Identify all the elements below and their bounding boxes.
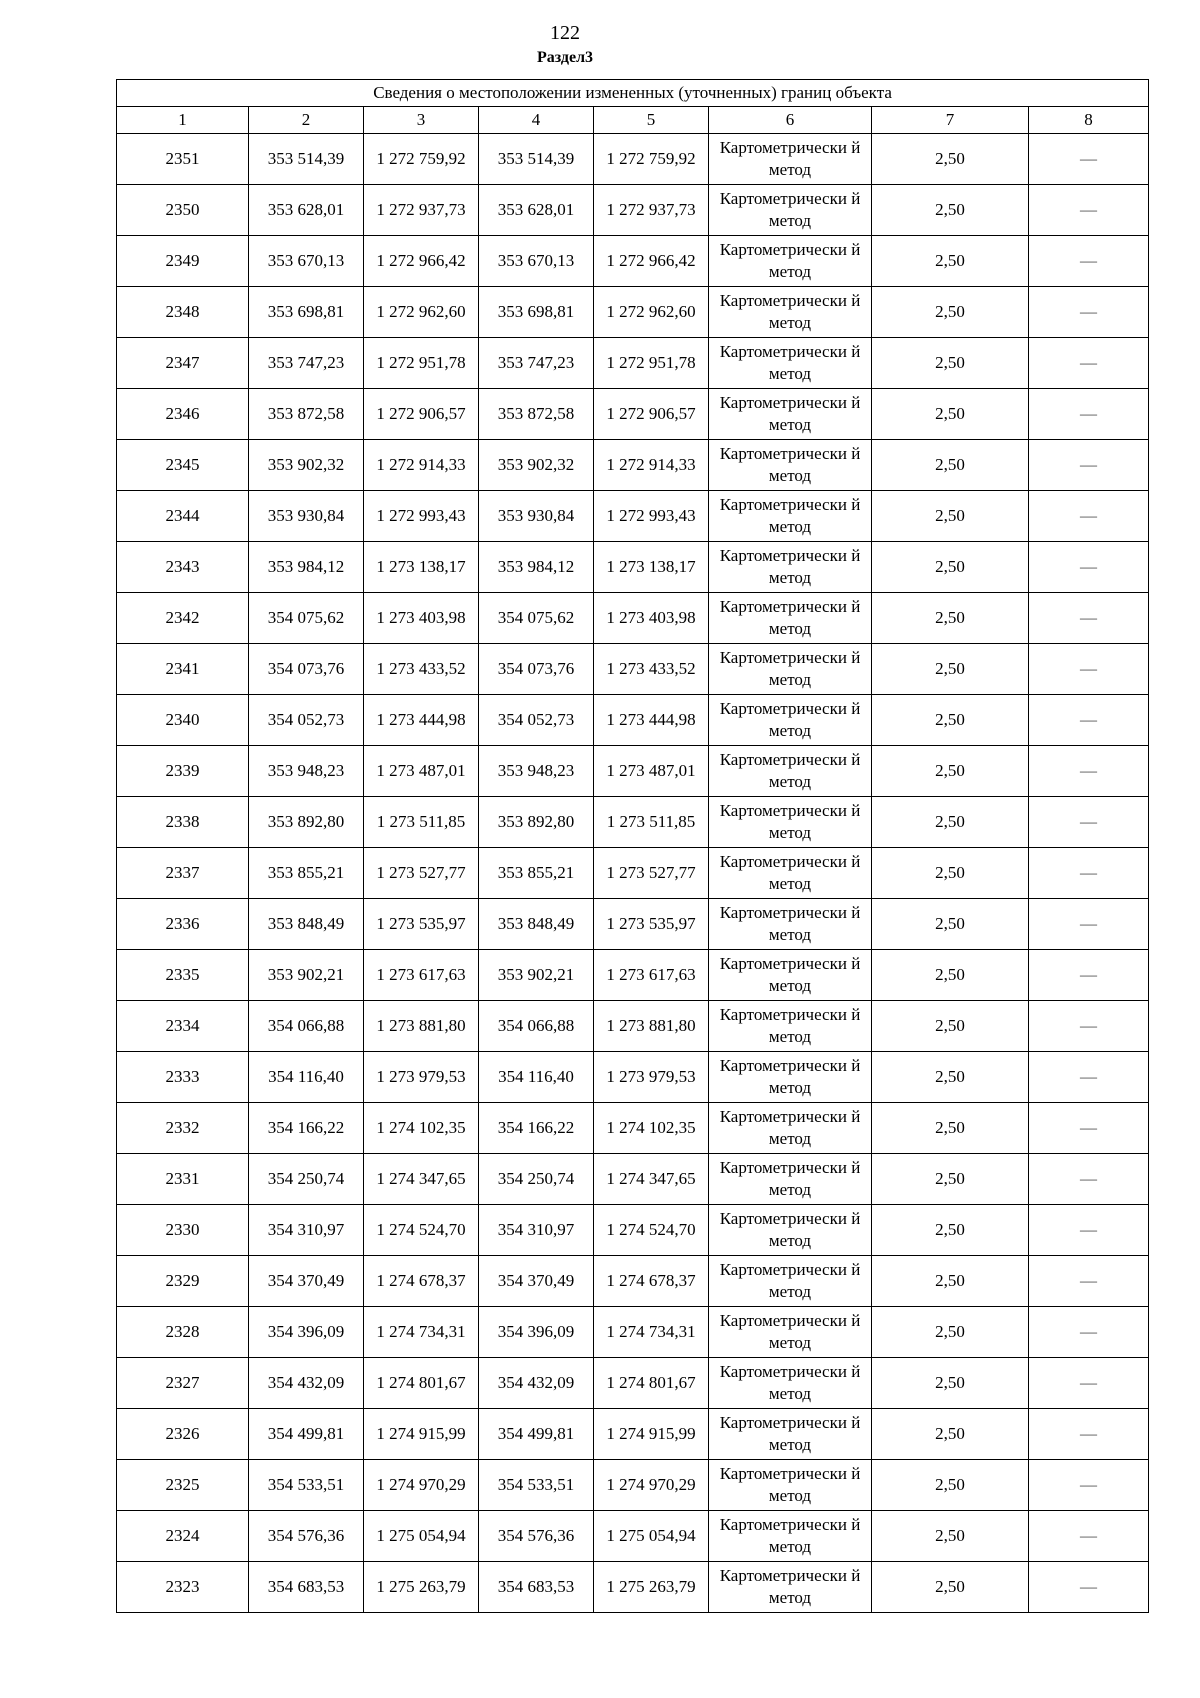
table-row — [117, 1562, 1149, 1613]
cell-c6: Картометрически й метод — [709, 695, 872, 746]
cell-c8: — — [1029, 1409, 1149, 1460]
table-row — [117, 1409, 1149, 1460]
cell-c1: 2339 — [117, 746, 249, 797]
cell-c4: 354 166,22 — [479, 1103, 594, 1154]
cell-c3: 1 273 881,80 — [364, 1001, 479, 1052]
cell-c5: 1 272 759,92 — [594, 134, 709, 185]
cell-c3: 1 273 444,98 — [364, 695, 479, 746]
cell-c8: — — [1029, 287, 1149, 338]
cell-c1: 2333 — [117, 1052, 249, 1103]
cell-c1: 2323 — [117, 1562, 249, 1613]
cell-c5: 1 273 433,52 — [594, 644, 709, 695]
cell-c2: 353 984,12 — [249, 542, 364, 593]
cell-c1: 2330 — [117, 1205, 249, 1256]
cell-c4: 354 073,76 — [479, 644, 594, 695]
cell-c2: 353 892,80 — [249, 797, 364, 848]
cell-c5: 1 274 915,99 — [594, 1409, 709, 1460]
cell-c6: Картометрически й метод — [709, 134, 872, 185]
cell-c2: 353 902,32 — [249, 440, 364, 491]
cell-c1: 2326 — [117, 1409, 249, 1460]
cell-c1: 2325 — [117, 1460, 249, 1511]
cell-c4: 354 432,09 — [479, 1358, 594, 1409]
cell-c3: 1 273 433,52 — [364, 644, 479, 695]
cell-c8: — — [1029, 491, 1149, 542]
cell-c2: 353 930,84 — [249, 491, 364, 542]
cell-c2: 354 683,53 — [249, 1562, 364, 1613]
cell-c7: 2,50 — [872, 185, 1029, 236]
cell-c2: 354 066,88 — [249, 1001, 364, 1052]
cell-c7: 2,50 — [872, 1460, 1029, 1511]
cell-c4: 354 683,53 — [479, 1562, 594, 1613]
cell-c5: 1 273 511,85 — [594, 797, 709, 848]
column-number: 6 — [709, 107, 872, 134]
cell-c6: Картометрически й метод — [709, 542, 872, 593]
cell-c7: 2,50 — [872, 1307, 1029, 1358]
cell-c7: 2,50 — [872, 950, 1029, 1001]
cell-c1: 2337 — [117, 848, 249, 899]
cell-c3: 1 274 347,65 — [364, 1154, 479, 1205]
cell-c2: 354 052,73 — [249, 695, 364, 746]
cell-c7: 2,50 — [872, 848, 1029, 899]
table-row — [117, 593, 1149, 644]
cell-c2: 354 250,74 — [249, 1154, 364, 1205]
cell-c4: 354 116,40 — [479, 1052, 594, 1103]
cell-c4: 354 250,74 — [479, 1154, 594, 1205]
cell-c4: 353 892,80 — [479, 797, 594, 848]
cell-c1: 2349 — [117, 236, 249, 287]
table-row — [117, 1052, 1149, 1103]
cell-c3: 1 273 138,17 — [364, 542, 479, 593]
cell-c1: 2351 — [117, 134, 249, 185]
cell-c5: 1 275 263,79 — [594, 1562, 709, 1613]
cell-c5: 1 272 966,42 — [594, 236, 709, 287]
cell-c6: Картометрически й метод — [709, 1562, 872, 1613]
cell-c7: 2,50 — [872, 1103, 1029, 1154]
cell-c2: 354 576,36 — [249, 1511, 364, 1562]
cell-c7: 2,50 — [872, 236, 1029, 287]
cell-c4: 353 698,81 — [479, 287, 594, 338]
cell-c8: — — [1029, 1052, 1149, 1103]
table-row — [117, 746, 1149, 797]
table-row — [117, 338, 1149, 389]
table-row — [117, 185, 1149, 236]
cell-c5: 1 274 102,35 — [594, 1103, 709, 1154]
table-row — [117, 695, 1149, 746]
cell-c3: 1 272 937,73 — [364, 185, 479, 236]
cell-c6: Картометрически й метод — [709, 1205, 872, 1256]
table-row — [117, 134, 1149, 185]
cell-c7: 2,50 — [872, 899, 1029, 950]
cell-c8: — — [1029, 1307, 1149, 1358]
cell-c2: 354 432,09 — [249, 1358, 364, 1409]
cell-c4: 353 902,21 — [479, 950, 594, 1001]
cell-c1: 2331 — [117, 1154, 249, 1205]
cell-c8: — — [1029, 950, 1149, 1001]
cell-c7: 2,50 — [872, 389, 1029, 440]
cell-c5: 1 274 801,67 — [594, 1358, 709, 1409]
cell-c5: 1 273 138,17 — [594, 542, 709, 593]
cell-c6: Картометрически й метод — [709, 1256, 872, 1307]
cell-c6: Картометрически й метод — [709, 236, 872, 287]
cell-c7: 2,50 — [872, 1205, 1029, 1256]
cell-c6: Картометрически й метод — [709, 491, 872, 542]
cell-c7: 2,50 — [872, 1001, 1029, 1052]
cell-c3: 1 273 617,63 — [364, 950, 479, 1001]
cell-c2: 354 166,22 — [249, 1103, 364, 1154]
column-number-row — [117, 107, 1149, 134]
cell-c6: Картометрически й метод — [709, 1409, 872, 1460]
table-row — [117, 1103, 1149, 1154]
cell-c4: 353 930,84 — [479, 491, 594, 542]
cell-c6: Картометрически й метод — [709, 848, 872, 899]
cell-c2: 353 698,81 — [249, 287, 364, 338]
cell-c6: Картометрически й метод — [709, 1358, 872, 1409]
cell-c8: — — [1029, 1460, 1149, 1511]
column-number: 7 — [872, 107, 1029, 134]
cell-c3: 1 272 966,42 — [364, 236, 479, 287]
cell-c8: — — [1029, 746, 1149, 797]
table-row — [117, 848, 1149, 899]
cell-c4: 353 747,23 — [479, 338, 594, 389]
table-row — [117, 950, 1149, 1001]
cell-c5: 1 273 617,63 — [594, 950, 709, 1001]
cell-c4: 354 066,88 — [479, 1001, 594, 1052]
cell-c7: 2,50 — [872, 1358, 1029, 1409]
cell-c1: 2350 — [117, 185, 249, 236]
cell-c6: Картометрически й метод — [709, 287, 872, 338]
cell-c4: 354 052,73 — [479, 695, 594, 746]
cell-c2: 353 848,49 — [249, 899, 364, 950]
cell-c5: 1 274 678,37 — [594, 1256, 709, 1307]
cell-c6: Картометрически й метод — [709, 185, 872, 236]
cell-c4: 354 310,97 — [479, 1205, 594, 1256]
cell-c5: 1 273 527,77 — [594, 848, 709, 899]
table-row — [117, 899, 1149, 950]
cell-c4: 354 533,51 — [479, 1460, 594, 1511]
cell-c8: — — [1029, 1562, 1149, 1613]
cell-c8: — — [1029, 1358, 1149, 1409]
cell-c4: 354 075,62 — [479, 593, 594, 644]
cell-c2: 354 116,40 — [249, 1052, 364, 1103]
cell-c4: 354 576,36 — [479, 1511, 594, 1562]
cell-c6: Картометрически й метод — [709, 440, 872, 491]
cell-c3: 1 272 962,60 — [364, 287, 479, 338]
cell-c7: 2,50 — [872, 491, 1029, 542]
cell-c2: 353 948,23 — [249, 746, 364, 797]
cell-c3: 1 274 678,37 — [364, 1256, 479, 1307]
cell-c4: 353 670,13 — [479, 236, 594, 287]
cell-c5: 1 273 403,98 — [594, 593, 709, 644]
cell-c7: 2,50 — [872, 1409, 1029, 1460]
cell-c7: 2,50 — [872, 746, 1029, 797]
cell-c7: 2,50 — [872, 134, 1029, 185]
cell-c1: 2338 — [117, 797, 249, 848]
table-row — [117, 1256, 1149, 1307]
cell-c5: 1 274 347,65 — [594, 1154, 709, 1205]
cell-c6: Картометрически й метод — [709, 1001, 872, 1052]
cell-c2: 353 872,58 — [249, 389, 364, 440]
cell-c5: 1 273 487,01 — [594, 746, 709, 797]
cell-c8: — — [1029, 440, 1149, 491]
cell-c8: — — [1029, 797, 1149, 848]
cell-c1: 2345 — [117, 440, 249, 491]
cell-c6: Картометрически й метод — [709, 1154, 872, 1205]
table-row — [117, 1358, 1149, 1409]
cell-c6: Картометрически й метод — [709, 593, 872, 644]
cell-c8: — — [1029, 236, 1149, 287]
cell-c5: 1 273 444,98 — [594, 695, 709, 746]
cell-c8: — — [1029, 1256, 1149, 1307]
cell-c6: Картометрически й метод — [709, 1511, 872, 1562]
cell-c2: 354 370,49 — [249, 1256, 364, 1307]
cell-c5: 1 272 937,73 — [594, 185, 709, 236]
cell-c2: 353 747,23 — [249, 338, 364, 389]
table-row — [117, 542, 1149, 593]
cell-c3: 1 272 906,57 — [364, 389, 479, 440]
cell-c3: 1 274 915,99 — [364, 1409, 479, 1460]
cell-c5: 1 272 951,78 — [594, 338, 709, 389]
page-number: 122 — [550, 22, 580, 44]
cell-c5: 1 274 524,70 — [594, 1205, 709, 1256]
cell-c3: 1 272 993,43 — [364, 491, 479, 542]
cell-c5: 1 273 979,53 — [594, 1052, 709, 1103]
table-row — [117, 644, 1149, 695]
cell-c2: 354 073,76 — [249, 644, 364, 695]
cell-c1: 2341 — [117, 644, 249, 695]
cell-c3: 1 273 979,53 — [364, 1052, 479, 1103]
cell-c7: 2,50 — [872, 644, 1029, 695]
cell-c6: Картометрически й метод — [709, 797, 872, 848]
cell-c2: 353 670,13 — [249, 236, 364, 287]
cell-c6: Картометрически й метод — [709, 644, 872, 695]
cell-c6: Картометрически й метод — [709, 1052, 872, 1103]
cell-c8: — — [1029, 542, 1149, 593]
column-number: 5 — [594, 107, 709, 134]
cell-c4: 353 514,39 — [479, 134, 594, 185]
column-number: 2 — [249, 107, 364, 134]
cell-c3: 1 273 487,01 — [364, 746, 479, 797]
cell-c3: 1 272 914,33 — [364, 440, 479, 491]
cell-c4: 353 848,49 — [479, 899, 594, 950]
cell-c5: 1 272 914,33 — [594, 440, 709, 491]
cell-c7: 2,50 — [872, 440, 1029, 491]
cell-c4: 353 628,01 — [479, 185, 594, 236]
cell-c2: 353 902,21 — [249, 950, 364, 1001]
cell-c8: — — [1029, 644, 1149, 695]
cell-c8: — — [1029, 1103, 1149, 1154]
cell-c3: 1 273 527,77 — [364, 848, 479, 899]
cell-c7: 2,50 — [872, 287, 1029, 338]
cell-c3: 1 274 734,31 — [364, 1307, 479, 1358]
cell-c2: 354 499,81 — [249, 1409, 364, 1460]
cell-c8: — — [1029, 1154, 1149, 1205]
column-number: 4 — [479, 107, 594, 134]
table-row — [117, 491, 1149, 542]
table-row — [117, 1307, 1149, 1358]
table-row — [117, 1001, 1149, 1052]
cell-c1: 2328 — [117, 1307, 249, 1358]
cell-c4: 354 370,49 — [479, 1256, 594, 1307]
cell-c3: 1 274 102,35 — [364, 1103, 479, 1154]
cell-c7: 2,50 — [872, 542, 1029, 593]
table-row — [117, 287, 1149, 338]
cell-c1: 2327 — [117, 1358, 249, 1409]
cell-c6: Картометрически й метод — [709, 338, 872, 389]
cell-c2: 353 855,21 — [249, 848, 364, 899]
cell-c1: 2343 — [117, 542, 249, 593]
cell-c7: 2,50 — [872, 695, 1029, 746]
cell-c1: 2340 — [117, 695, 249, 746]
cell-c7: 2,50 — [872, 797, 1029, 848]
cell-c8: — — [1029, 134, 1149, 185]
cell-c8: — — [1029, 1511, 1149, 1562]
cell-c6: Картометрически й метод — [709, 389, 872, 440]
cell-c3: 1 274 970,29 — [364, 1460, 479, 1511]
boundary-coordinates-table — [116, 79, 1149, 1613]
cell-c1: 2348 — [117, 287, 249, 338]
cell-c3: 1 272 951,78 — [364, 338, 479, 389]
column-number: 3 — [364, 107, 479, 134]
cell-c7: 2,50 — [872, 1511, 1029, 1562]
cell-c7: 2,50 — [872, 593, 1029, 644]
table-row — [117, 1154, 1149, 1205]
cell-c5: 1 272 906,57 — [594, 389, 709, 440]
cell-c7: 2,50 — [872, 1154, 1029, 1205]
cell-c3: 1 274 524,70 — [364, 1205, 479, 1256]
cell-c3: 1 275 263,79 — [364, 1562, 479, 1613]
table-title: Сведения о местоположении измененных (уточненных) границ объекта — [117, 80, 1149, 107]
section-title: Раздел3 — [536, 49, 594, 66]
cell-c3: 1 273 511,85 — [364, 797, 479, 848]
cell-c7: 2,50 — [872, 338, 1029, 389]
cell-c5: 1 274 734,31 — [594, 1307, 709, 1358]
cell-c1: 2334 — [117, 1001, 249, 1052]
table-row — [117, 236, 1149, 287]
cell-c3: 1 272 759,92 — [364, 134, 479, 185]
cell-c5: 1 272 962,60 — [594, 287, 709, 338]
cell-c8: — — [1029, 185, 1149, 236]
cell-c5: 1 275 054,94 — [594, 1511, 709, 1562]
table-row — [117, 1511, 1149, 1562]
table-row — [117, 1205, 1149, 1256]
cell-c7: 2,50 — [872, 1052, 1029, 1103]
cell-c2: 354 396,09 — [249, 1307, 364, 1358]
cell-c2: 354 075,62 — [249, 593, 364, 644]
cell-c3: 1 273 403,98 — [364, 593, 479, 644]
cell-c7: 2,50 — [872, 1562, 1029, 1613]
cell-c2: 353 514,39 — [249, 134, 364, 185]
cell-c1: 2332 — [117, 1103, 249, 1154]
cell-c6: Картометрически й метод — [709, 1103, 872, 1154]
cell-c7: 2,50 — [872, 1256, 1029, 1307]
table-row — [117, 797, 1149, 848]
cell-c4: 354 396,09 — [479, 1307, 594, 1358]
cell-c4: 353 872,58 — [479, 389, 594, 440]
cell-c4: 353 855,21 — [479, 848, 594, 899]
cell-c8: — — [1029, 1205, 1149, 1256]
cell-c5: 1 273 881,80 — [594, 1001, 709, 1052]
cell-c6: Картометрически й метод — [709, 950, 872, 1001]
cell-c5: 1 272 993,43 — [594, 491, 709, 542]
cell-c1: 2346 — [117, 389, 249, 440]
cell-c6: Картометрически й метод — [709, 899, 872, 950]
cell-c5: 1 274 970,29 — [594, 1460, 709, 1511]
cell-c8: — — [1029, 389, 1149, 440]
cell-c1: 2335 — [117, 950, 249, 1001]
table-body — [117, 134, 1149, 1613]
cell-c8: — — [1029, 899, 1149, 950]
cell-c6: Картометрически й метод — [709, 1307, 872, 1358]
cell-c1: 2344 — [117, 491, 249, 542]
cell-c8: — — [1029, 593, 1149, 644]
table-row — [117, 1460, 1149, 1511]
cell-c4: 353 948,23 — [479, 746, 594, 797]
column-number: 1 — [117, 107, 249, 134]
cell-c8: — — [1029, 338, 1149, 389]
cell-c8: — — [1029, 695, 1149, 746]
cell-c6: Картометрически й метод — [709, 746, 872, 797]
cell-c3: 1 273 535,97 — [364, 899, 479, 950]
cell-c2: 354 310,97 — [249, 1205, 364, 1256]
cell-c4: 353 902,32 — [479, 440, 594, 491]
cell-c1: 2342 — [117, 593, 249, 644]
cell-c1: 2336 — [117, 899, 249, 950]
table-row — [117, 440, 1149, 491]
cell-c8: — — [1029, 1001, 1149, 1052]
cell-c2: 353 628,01 — [249, 185, 364, 236]
cell-c4: 353 984,12 — [479, 542, 594, 593]
cell-c8: — — [1029, 848, 1149, 899]
cell-c4: 354 499,81 — [479, 1409, 594, 1460]
cell-c2: 354 533,51 — [249, 1460, 364, 1511]
column-number: 8 — [1029, 107, 1149, 134]
cell-c1: 2324 — [117, 1511, 249, 1562]
cell-c5: 1 273 535,97 — [594, 899, 709, 950]
cell-c6: Картометрически й метод — [709, 1460, 872, 1511]
cell-c3: 1 275 054,94 — [364, 1511, 479, 1562]
table-row — [117, 389, 1149, 440]
cell-c3: 1 274 801,67 — [364, 1358, 479, 1409]
cell-c1: 2329 — [117, 1256, 249, 1307]
cell-c1: 2347 — [117, 338, 249, 389]
